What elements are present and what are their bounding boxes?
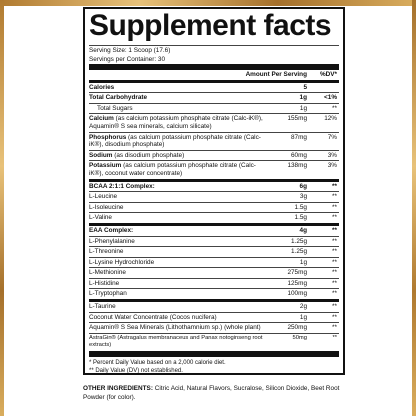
- nutrient-amount: 50mg: [292, 334, 307, 341]
- nutrient-row: [89, 279, 339, 289]
- nutrient-amount: 250mg: [287, 324, 307, 332]
- nutrient-dv: **: [332, 279, 337, 287]
- footnote-dv: * Percent Daily Value based on a 2,000 calorie diet.: [89, 360, 226, 367]
- product-edge-left: [0, 0, 4, 416]
- panel-title: Supplement facts: [89, 9, 332, 42]
- nutrient-dv: **: [332, 269, 337, 277]
- nutrient-name: BCAA 2:1:1 Complex:: [89, 182, 155, 190]
- nutrient-row: [89, 323, 339, 333]
- nutrient-row: [89, 203, 339, 213]
- nutrient-amount: 125mg: [287, 279, 307, 287]
- nutrient-dv: **: [332, 203, 337, 211]
- nutrient-name: L-Threonine: [89, 248, 124, 256]
- nutrient-name: L-Histidine: [89, 279, 120, 287]
- nutrient-name: Potassium (as calcium potassium phosphate citrate (Calc-iK®), coconut water concentrate): [89, 162, 256, 177]
- nutrient-name: L-Lysine Hydrochloride: [89, 258, 155, 266]
- nutrient-name: Total Carbohydrate: [89, 94, 148, 102]
- nutrient-rows: [89, 83, 339, 351]
- nutrient-amount: 155mg: [287, 115, 307, 123]
- nutrient-row: [89, 133, 339, 150]
- nutrient-name: EAA Complex:: [89, 226, 134, 234]
- nutrient-amount: 1g: [299, 258, 307, 266]
- nutrient-row: [89, 237, 339, 247]
- nutrient-name: L-Phenylalanine: [89, 237, 135, 245]
- nutrient-name: Total Sugars: [97, 104, 133, 112]
- nutrient-name: Sodium (as disodium phosphate): [89, 151, 185, 159]
- other-ingredients-text: Citric Acid, Natural Flavors, Sucralose, Silicon Dioxide, Beet Root Powder (for color).: [83, 385, 340, 401]
- nutrient-dv: 7%: [327, 133, 337, 141]
- nutrient-dv: 3%: [327, 151, 337, 159]
- nutrient-row: [89, 258, 339, 268]
- nutrient-dv: **: [332, 182, 337, 190]
- nutrient-amount: 3g: [299, 193, 307, 201]
- nutrient-dv: **: [332, 258, 337, 266]
- nutrient-name: Coconut Water Concentrate (Cocos nucifera): [89, 313, 217, 321]
- nutrient-dv: 12%: [324, 115, 337, 123]
- nutrient-row: [89, 313, 339, 323]
- nutrient-amount: 87mg: [291, 133, 307, 141]
- nutrient-row: [89, 83, 339, 93]
- nutrient-dv: **: [332, 104, 337, 112]
- nutrient-name: Calories: [89, 83, 115, 91]
- nutrient-row: [89, 289, 339, 299]
- nutrient-row: [89, 334, 339, 351]
- nutrient-dv: **: [332, 237, 337, 245]
- nutrient-dv: **: [332, 214, 337, 222]
- nutrient-amount: 1.25g: [291, 248, 307, 256]
- dv-header: %DV*: [319, 71, 337, 78]
- product-edge-top: [0, 0, 416, 6]
- nutrient-amount: 1g: [299, 313, 307, 321]
- nutrient-amount: 1.5g: [294, 203, 307, 211]
- nutrient-row: [89, 93, 339, 103]
- nutrient-dv: **: [332, 193, 337, 201]
- nutrient-amount: 1g: [299, 104, 307, 112]
- nutrient-amount: 100mg: [287, 290, 307, 298]
- nutrient-row: [89, 161, 339, 178]
- nutrient-row: [89, 268, 339, 278]
- nutrient-name: L-Isoleucine: [89, 203, 124, 211]
- serving-size: Serving Size: 1 Scoop (17.6): [89, 47, 171, 54]
- nutrient-dv: <1%: [324, 94, 337, 102]
- nutrient-row: [89, 114, 339, 131]
- other-ingredients: [83, 384, 345, 402]
- nutrient-name: L-Taurine: [89, 303, 116, 311]
- other-ingredients-label: OTHER INGREDIENTS:: [83, 385, 153, 392]
- nutrient-name: L-Methionine: [89, 269, 126, 277]
- nutrient-row: [89, 226, 339, 236]
- servings-per-container: Servings per Container: 30: [89, 56, 166, 63]
- nutrient-amount: 6g: [299, 182, 307, 190]
- nutrient-name: Calcium (as calcium potassium phosphate citrate (Calc-iK®), Aquamin® S sea minerals, calcium silicate): [89, 115, 263, 130]
- footnote-not-established: ** Daily Value (DV) not established.: [89, 368, 183, 375]
- nutrient-amount: 2g: [299, 303, 307, 311]
- amount-header: Amount Per Serving: [245, 71, 307, 78]
- nutrient-dv: **: [332, 226, 337, 234]
- nutrient-amount: 138mg: [287, 162, 307, 170]
- nutrient-row: [89, 182, 339, 192]
- nutrient-name: L-Leucine: [89, 193, 118, 201]
- supplement-facts-panel: [83, 7, 345, 375]
- nutrient-dv: **: [332, 324, 337, 332]
- nutrient-dv: **: [332, 303, 337, 311]
- nutrient-dv: **: [332, 248, 337, 256]
- nutrient-row: [89, 302, 339, 312]
- nutrient-amount: 60mg: [291, 151, 307, 159]
- nutrient-name: L-Valine: [89, 214, 112, 222]
- nutrient-name: AstraGin® (Astragalus membranaceus and Panax notoginseng root extracts): [89, 334, 263, 349]
- nutrient-dv: **: [332, 290, 337, 298]
- nutrient-amount: 1g: [299, 94, 307, 102]
- nutrient-dv: **: [332, 334, 337, 341]
- nutrient-name: L-Tryptophan: [89, 290, 127, 298]
- nutrient-dv: **: [332, 313, 337, 321]
- nutrient-amount: 1.5g: [294, 214, 307, 222]
- nutrient-amount: 275mg: [287, 269, 307, 277]
- nutrient-amount: 4g: [299, 226, 307, 234]
- nutrient-row: [89, 247, 339, 257]
- nutrient-name: Aquamin® S Sea Minerals (Lithothamnium sp.) (whole plant): [89, 324, 261, 332]
- product-edge-right: [412, 0, 416, 416]
- nutrient-row: [89, 192, 339, 202]
- nutrient-row: [89, 104, 339, 114]
- nutrient-amount: 1.25g: [291, 237, 307, 245]
- nutrient-row: [89, 151, 339, 161]
- nutrient-row: [89, 213, 339, 223]
- nutrient-amount: 5: [303, 83, 307, 91]
- nutrient-name: Phosphorus (as calcium potassium phosphate citrate (Calc-iK®), disodium phosphate): [89, 133, 261, 149]
- column-header: [89, 70, 339, 80]
- nutrient-dv: 3%: [327, 162, 337, 170]
